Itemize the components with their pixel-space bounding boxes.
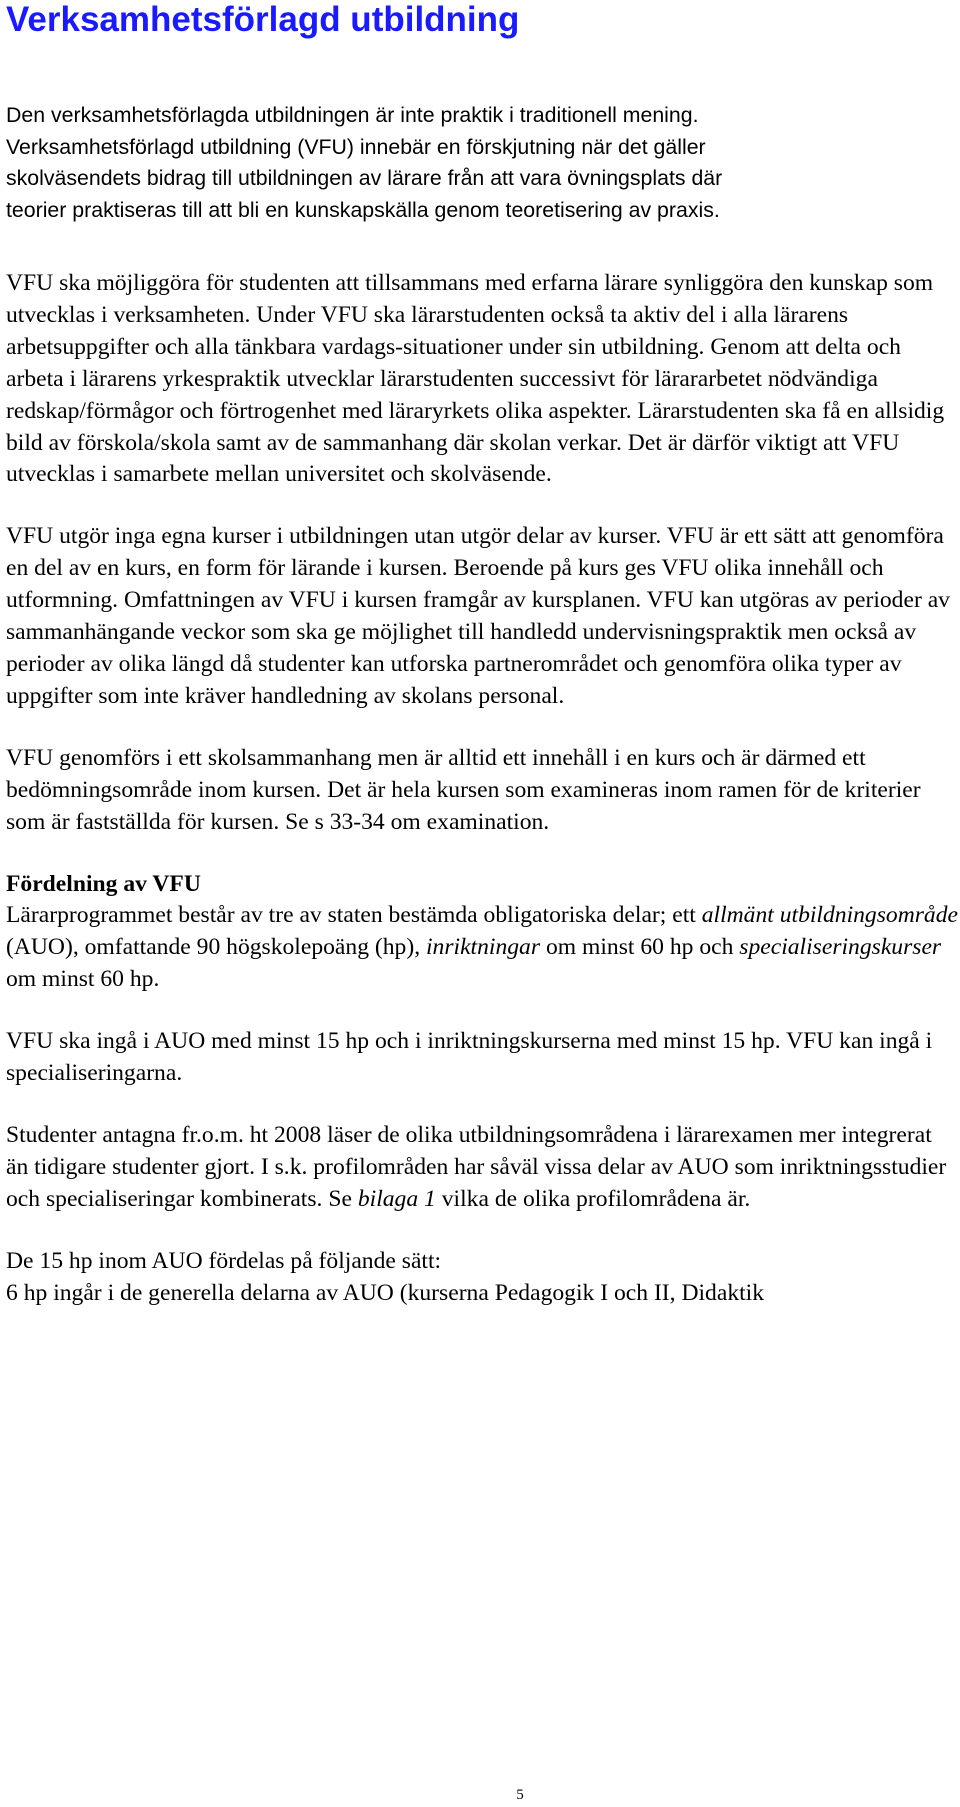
intro-line: skolväsendets bidrag till utbildningen av lärare från att vara övningsplats där (6, 166, 723, 190)
body-text (6, 268, 958, 1309)
text-span: Lärarprogrammet består av tre av staten bestämda obligatoriska delar; ett (6, 902, 702, 929)
paragraph-profile-areas (6, 1120, 958, 1216)
text-line: 6 hp ingår i de generella delarna av AUO (kurserna Pedagogik I och II, Didaktik (6, 1279, 765, 1306)
paragraph-auo-distribution (6, 1246, 958, 1310)
text-span: vilka de olika profilområdena är. (435, 1185, 751, 1212)
paragraph-program-structure (6, 900, 958, 996)
text-line: De 15 hp inom AUO fördelas på följande sätt: (6, 1247, 442, 1274)
intro-paragraph (6, 100, 956, 226)
text-span: Studenter antagna fr.o.m. ht 2008 läser de olika utbildningsområdena i lärarexamen mer integrerat än tidigare studenter gjort. I s.k. profilområden har såväl vissa delar av AUO som inriktningsstudier och specialiseringar kombinerats. Se (6, 1121, 947, 1212)
emphasis-text: bilaga 1 (357, 1185, 436, 1212)
text-span: (AUO), omfattande 90 högskolepoäng (hp), (6, 934, 426, 961)
text-span: om minst 60 hp. (6, 966, 160, 993)
page-number: 5 (516, 1787, 524, 1803)
intro-line: Verksamhetsförlagd utbildning (VFU) innebär en förskjutning när det gäller (6, 134, 706, 159)
paragraph-vfu-courses: VFU utgör inga egna kurser i utbildningen utan utgör delar av kurser. VFU är ett sätt att genomföra en del av en kurs, en form för lärande i kursen. Beroende på kurs ges VFU olika innehåll och utformning. Omfattningen av VFU i kursen framgår av kursplanen. VFU kan utgöras av perioder av sammanhängande veckor som ska ge möjlighet till handledd undervisningspraktik men också av perioder av olika längd då studenter kan utforska partnerområdet och genomföra olika typer av uppgifter som inte kräver handledning av skolans personal. (6, 523, 950, 709)
paragraph-vfu-credits: VFU ska ingå i AUO med minst 15 hp och i inriktningskurserna med minst 15 hp. VFU kan ingå i specialiseringarna. (6, 1028, 933, 1087)
paragraph-vfu-assessment: VFU genomförs i ett skolsammanhang men är alltid ett innehåll i en kurs och är därmed ett bedömningsområde inom kursen. Det är hela kursen som examineras inom ramen för de kriterier som är fastställda för kursen. Se s 33-34 om examination. (6, 744, 921, 835)
text-span: om minst 60 hp och (540, 934, 740, 961)
intro-line: teorier praktiseras till att bli en kunskapskälla genom teoretisering av praxis. (6, 197, 720, 222)
intro-line: Den verksamhetsförlagda utbildningen är inte praktik i traditionell mening. (6, 103, 699, 127)
emphasis-text: specialiseringskurser (739, 934, 942, 961)
page-title: Verksamhetsförlagd utbildning (6, 0, 520, 39)
emphasis-text: allmänt utbildningsområde (701, 902, 958, 929)
section-heading: Fördelning av VFU (6, 870, 201, 897)
emphasis-text: inriktningar (426, 934, 541, 961)
paragraph-vfu-purpose: VFU ska möjliggöra för studenten att tillsammans med erfarna lärare synliggöra den kunskap som utvecklas i verksamheten. Under VFU ska lärarstudenten också ta aktiv del i alla lärarens arbetsuppgifter och alla tänkbara vardags-situationer under sin utbildning. Genom att delta och arbeta i lärarens yrkespraktik utvecklar lärarstudenten successivt för lärararbetet nödvändiga redskap/förmågor och förtrogenhet med läraryrkets olika aspekter. Lärarstudenten ska få en allsidig bild av förskola/skola samt av de sammanhang där skolan verkar. Det är därför viktigt att VFU utvecklas i samarbete mellan universitet och skolväsende. (6, 270, 945, 488)
